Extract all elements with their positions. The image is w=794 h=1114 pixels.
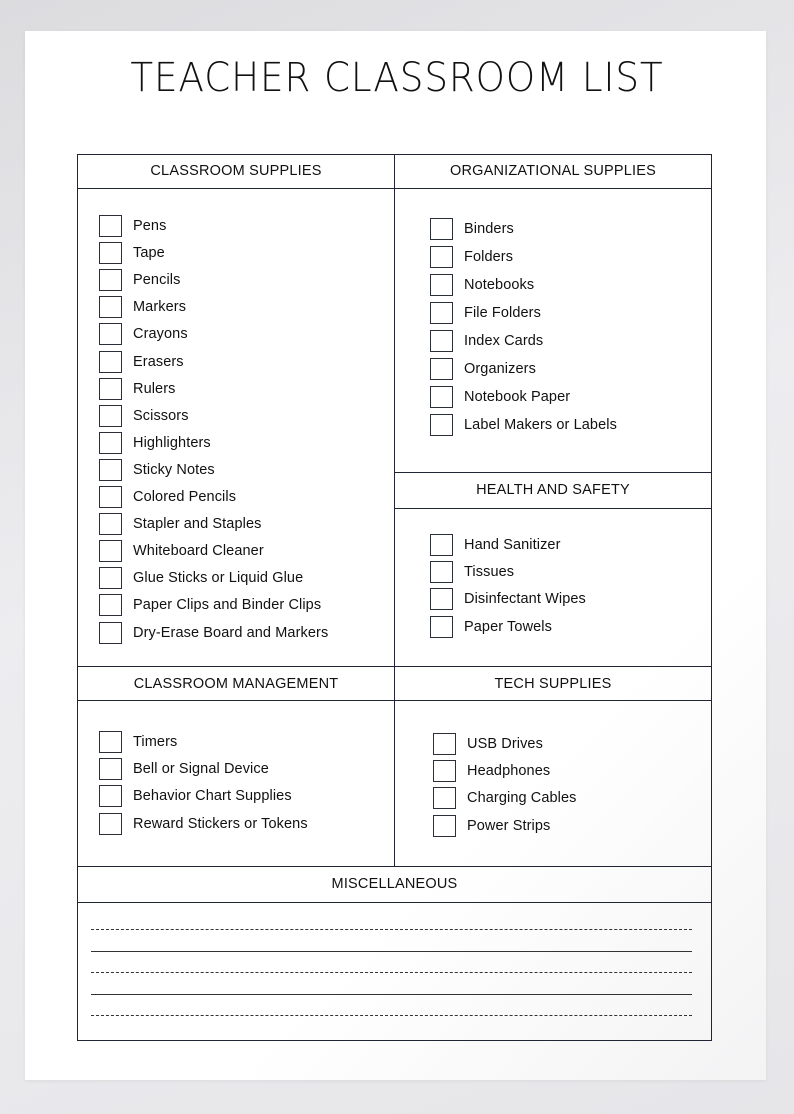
checklist-item[interactable] bbox=[433, 786, 577, 810]
checklist-item[interactable] bbox=[99, 784, 292, 808]
checkbox[interactable] bbox=[99, 513, 122, 535]
checklist-item-label: Stapler and Staples bbox=[133, 516, 262, 532]
checklist-item[interactable] bbox=[99, 812, 308, 836]
checkbox[interactable] bbox=[430, 358, 453, 380]
checklist-item[interactable] bbox=[99, 621, 328, 645]
checkbox[interactable] bbox=[433, 815, 456, 837]
checklist-item-label: Charging Cables bbox=[467, 790, 577, 806]
checkbox[interactable] bbox=[99, 540, 122, 562]
checkbox[interactable] bbox=[430, 274, 453, 296]
checklist-item-label: Tape bbox=[133, 245, 165, 261]
checklist-item-label: Reward Stickers or Tokens bbox=[133, 816, 308, 832]
checkbox[interactable] bbox=[99, 785, 122, 807]
checklist-item-label: USB Drives bbox=[467, 736, 543, 752]
checklist-item[interactable] bbox=[433, 759, 550, 783]
checklist-item[interactable] bbox=[99, 404, 189, 428]
checklist-item-label: Index Cards bbox=[464, 333, 544, 349]
notes-line bbox=[91, 929, 692, 930]
grid-line-health-bottom bbox=[394, 508, 712, 509]
checklist-item-label: Label Makers or Labels bbox=[464, 417, 617, 433]
checklist-item-label: Bell or Signal Device bbox=[133, 761, 269, 777]
checklist-item[interactable] bbox=[430, 217, 514, 241]
checklist-item[interactable] bbox=[430, 301, 541, 325]
checklist-item[interactable] bbox=[99, 485, 236, 509]
checklist-item[interactable] bbox=[99, 593, 321, 617]
checkbox[interactable] bbox=[430, 386, 453, 408]
grid-line-center bbox=[394, 154, 395, 866]
grid-line-right bbox=[711, 154, 712, 1041]
notes-line bbox=[91, 951, 692, 952]
checklist-item[interactable] bbox=[430, 413, 617, 437]
organizational-supplies-header: ORGANIZATIONAL SUPPLIES bbox=[449, 163, 657, 179]
checklist-item-label: Paper Clips and Binder Clips bbox=[133, 597, 322, 613]
notes-line bbox=[91, 994, 692, 995]
checklist-item-label: Dry-Erase Board and Markers bbox=[133, 625, 329, 641]
classroom-management-header: CLASSROOM MANAGEMENT bbox=[133, 676, 339, 692]
checkbox[interactable] bbox=[99, 459, 122, 481]
checklist-item[interactable] bbox=[99, 377, 176, 401]
checklist-item-label: Rulers bbox=[133, 381, 176, 397]
checklist-item-label: Scissors bbox=[133, 408, 189, 424]
grid-line-mgmt-top bbox=[77, 666, 712, 667]
checklist-item-label: Behavior Chart Supplies bbox=[133, 788, 292, 804]
checklist-item[interactable] bbox=[99, 539, 264, 563]
checklist-item-label: Binders bbox=[464, 221, 514, 237]
checkbox[interactable] bbox=[430, 561, 453, 583]
health-and-safety-header: HEALTH AND SAFETY bbox=[476, 482, 630, 498]
checklist-item[interactable] bbox=[430, 615, 552, 639]
checklist-item-label: Notebook Paper bbox=[464, 389, 571, 405]
checklist-item-label: Organizers bbox=[464, 361, 536, 377]
checklist-item-label: Glue Sticks or Liquid Glue bbox=[133, 570, 304, 586]
checklist-item-label: Erasers bbox=[133, 354, 184, 370]
checkbox[interactable] bbox=[430, 534, 453, 556]
checklist-item[interactable] bbox=[433, 814, 550, 838]
checklist-item-label: Folders bbox=[464, 249, 514, 265]
checkbox[interactable] bbox=[99, 215, 122, 237]
checkbox[interactable] bbox=[433, 733, 456, 755]
checklist-item[interactable] bbox=[433, 732, 543, 756]
checklist-item-label: Power Strips bbox=[467, 818, 551, 834]
checklist-item[interactable] bbox=[430, 245, 513, 269]
checklist-item-label: Colored Pencils bbox=[133, 489, 237, 505]
grid-line-health-top bbox=[394, 472, 712, 473]
notes-line bbox=[91, 1015, 692, 1016]
checkbox[interactable] bbox=[430, 414, 453, 436]
checklist-item-label: Notebooks bbox=[464, 277, 535, 293]
checkbox[interactable] bbox=[99, 378, 122, 400]
checklist-item-label: Headphones bbox=[467, 763, 551, 779]
checklist-item[interactable] bbox=[99, 295, 186, 319]
checklist-item[interactable] bbox=[430, 587, 586, 611]
checklist-item[interactable] bbox=[430, 385, 570, 409]
checklist-item[interactable] bbox=[99, 566, 303, 590]
checkbox[interactable] bbox=[430, 218, 453, 240]
checkbox[interactable] bbox=[99, 731, 122, 753]
checklist-item-label: Sticky Notes bbox=[133, 462, 215, 478]
checkbox[interactable] bbox=[430, 302, 453, 324]
checklist-item-label: Pencils bbox=[133, 272, 181, 288]
checkbox[interactable] bbox=[99, 622, 122, 644]
checkbox[interactable] bbox=[99, 813, 122, 835]
notes-line bbox=[91, 972, 692, 973]
checklist-item[interactable] bbox=[99, 350, 184, 374]
grid-line-bottom bbox=[77, 1040, 712, 1041]
grid-line-header1 bbox=[77, 188, 712, 189]
checklist-item[interactable] bbox=[99, 214, 166, 238]
checklist-item[interactable] bbox=[430, 357, 536, 381]
checklist-item-label: Whiteboard Cleaner bbox=[133, 543, 264, 559]
checklist-item[interactable] bbox=[99, 757, 269, 781]
checkbox[interactable] bbox=[99, 758, 122, 780]
checkbox[interactable] bbox=[433, 787, 456, 809]
checkbox[interactable] bbox=[99, 594, 122, 616]
checkbox[interactable] bbox=[99, 351, 122, 373]
checklist-item[interactable] bbox=[99, 268, 180, 292]
grid-line-misc-bottom bbox=[77, 902, 712, 903]
checklist-item-label: Highlighters bbox=[133, 435, 211, 451]
checklist-item-label: Markers bbox=[133, 299, 187, 315]
checklist-item[interactable] bbox=[99, 241, 165, 265]
checklist-item[interactable] bbox=[99, 512, 261, 536]
checklist-item[interactable] bbox=[99, 431, 211, 455]
grid-line-mgmt-bottom bbox=[77, 700, 712, 701]
checkbox[interactable] bbox=[433, 760, 456, 782]
checklist-item[interactable] bbox=[430, 560, 514, 584]
checklist-item-label: Pens bbox=[133, 218, 167, 234]
checklist-item-label: File Folders bbox=[464, 305, 541, 321]
checklist-item[interactable] bbox=[99, 322, 188, 346]
checkbox[interactable] bbox=[99, 486, 122, 508]
checklist-item[interactable] bbox=[430, 273, 534, 297]
checkbox[interactable] bbox=[99, 296, 122, 318]
checklist-item-label: Timers bbox=[133, 734, 178, 750]
checklist-item-label: Paper Towels bbox=[464, 619, 552, 635]
checklist-item[interactable] bbox=[99, 730, 177, 754]
checklist-item-label: Hand Sanitizer bbox=[464, 537, 561, 553]
checklist-item-label: Disinfectant Wipes bbox=[464, 591, 586, 607]
checkbox[interactable] bbox=[430, 246, 453, 268]
checkbox[interactable] bbox=[99, 432, 122, 454]
grid-line-misc-top bbox=[77, 866, 712, 867]
tech-supplies-header: TECH SUPPLIES bbox=[494, 676, 612, 692]
checkbox[interactable] bbox=[99, 405, 122, 427]
miscellaneous-header: MISCELLANEOUS bbox=[331, 876, 458, 892]
checklist-item-label: Crayons bbox=[133, 326, 188, 342]
checkbox[interactable] bbox=[99, 269, 122, 291]
checkbox[interactable] bbox=[430, 588, 453, 610]
checklist-item[interactable] bbox=[430, 533, 561, 557]
checkbox[interactable] bbox=[99, 323, 122, 345]
classroom-supplies-header: CLASSROOM SUPPLIES bbox=[150, 163, 322, 179]
checklist-item[interactable] bbox=[430, 329, 543, 353]
checklist-item[interactable] bbox=[99, 458, 215, 482]
checklist-item-label: Tissues bbox=[464, 564, 515, 580]
checkbox[interactable] bbox=[430, 616, 453, 638]
checkbox[interactable] bbox=[99, 567, 122, 589]
checkbox[interactable] bbox=[430, 330, 453, 352]
page-title: TEACHER CLASSROOM LIST bbox=[130, 55, 664, 101]
checkbox[interactable] bbox=[99, 242, 122, 264]
grid-line-left bbox=[77, 154, 78, 1041]
